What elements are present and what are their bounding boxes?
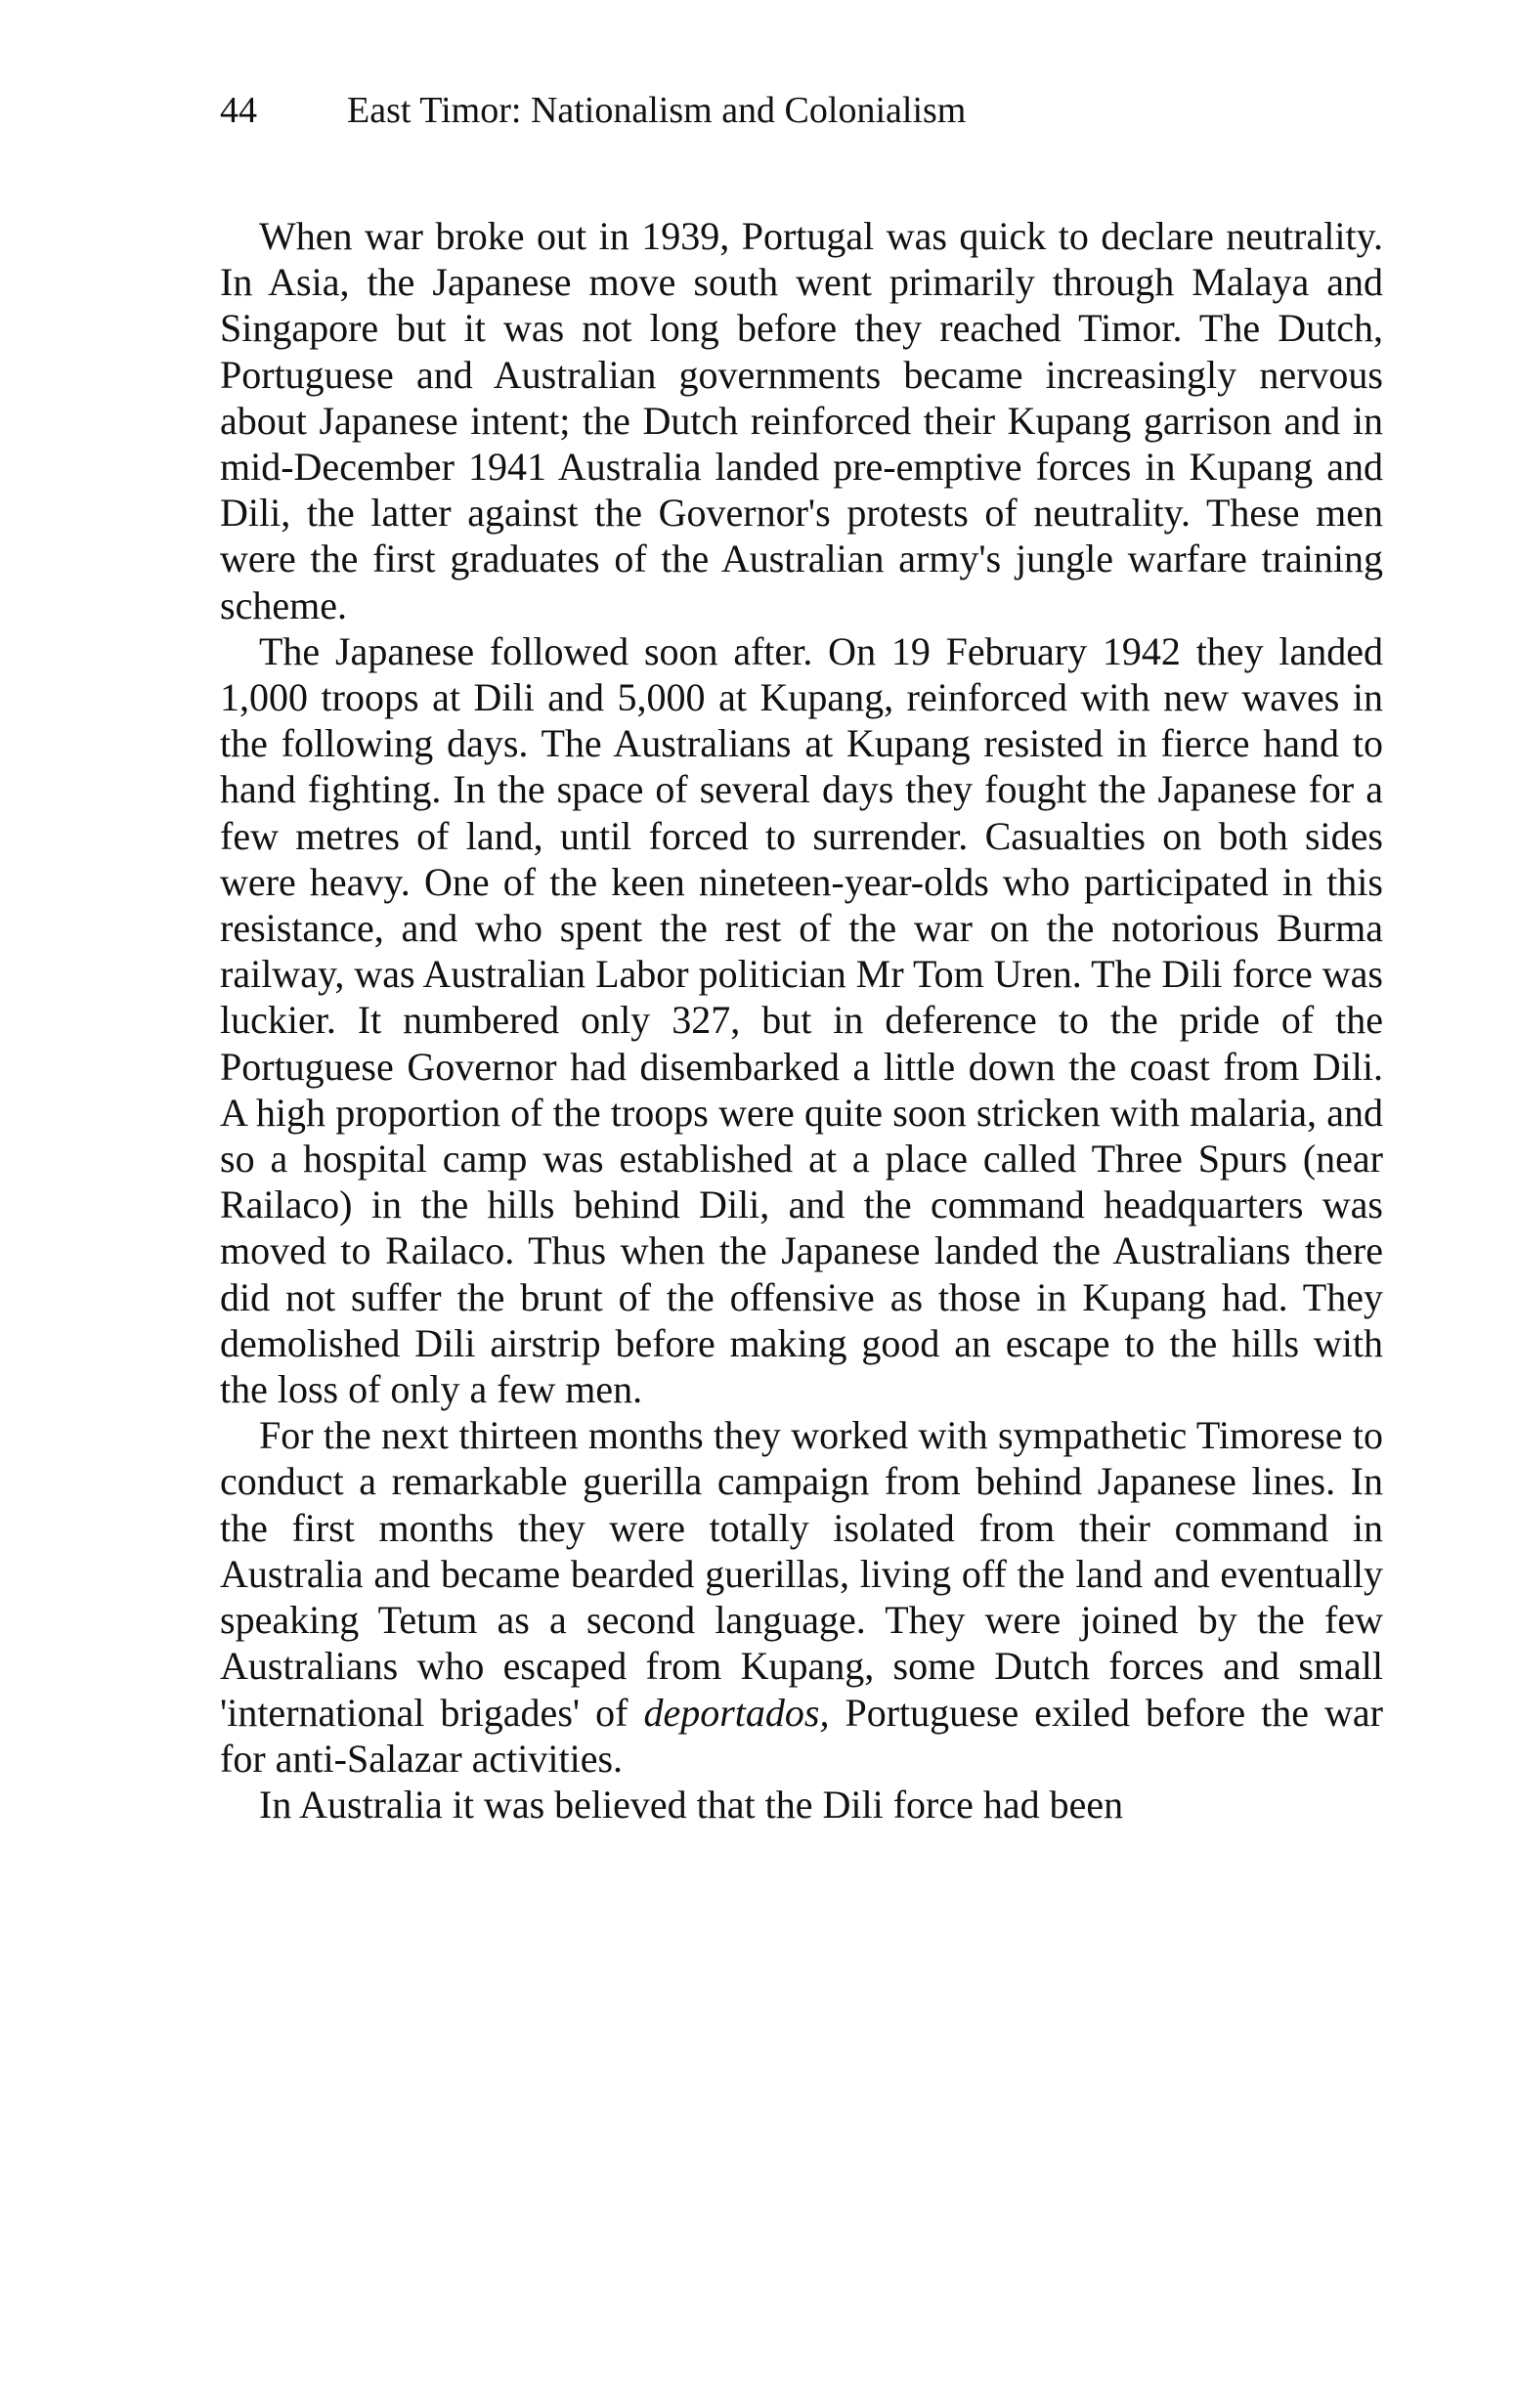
italic-term-deportados: deportados, bbox=[643, 1690, 830, 1735]
paragraph-3 bbox=[220, 1412, 1383, 1782]
running-title: East Timor: Nationalism and Colonialism bbox=[347, 90, 967, 131]
running-header bbox=[220, 86, 966, 135]
body-text bbox=[220, 213, 1383, 1828]
page-number: 44 bbox=[220, 90, 257, 131]
paragraph-4: In Australia it was believed that the Dili force had been bbox=[259, 1782, 1124, 1827]
paragraph-2: The Japanese followed soon after. On 19 February 1942 they landed 1,000 troops at Dili and 5,000 at Kupang, reinforced with new waves in the following days. The Australians at Kupang resisted in fierce hand to hand fighting. In the space of several days they fought the Japanese for a few metres of land, until forced to surrender. Casualties on both sides were heavy. One of the keen nineteen-year-olds who participated in this resistance, and who spent the rest of the war on the notorious Burma railway, was Australian Labor politician Mr Tom Uren. The Dili force was luckier. It numbered only 327, but in deference to the pride of the Portuguese Governor had disembarked a little down the coast from Dili. A high proportion of the troops were quite soon stricken with malaria, and so a hospital camp was established at a place called Three Spurs (near Railaco) in the hills behind Dili, and the command headquarters was moved to Railaco. Thus when the Japanese landed the Australians there did not suffer the brunt of the offensive as those in Kupang had. They demolished Dili airstrip before making good an escape to the hills with the loss of only a few men. bbox=[220, 628, 1383, 1412]
paragraph-1: When war broke out in 1939, Portugal was quick to declare neutrality. In Asia, the Japanese move south went primarily through Malaya and Singapore but it was not long before they reached Timor. The Dutch, Portuguese and Australian governments became increasingly nervous about Japanese intent; the Dutch reinforced their Kupang garrison and in mid-December 1941 Australia landed pre-emptive forces in Kupang and Dili, the latter against the Governor's protests of neutrality. These men were the first graduates of the Australian army's jungle warfare training scheme. bbox=[220, 214, 1383, 627]
paragraph-3-text-before: For the next thirteen months they worked with sympathetic Timorese to conduct a remarkable guerilla campaign from behind Japanese lines. In the first months they were totally isolated from their command in Australia and became bearded guerillas, living off the land and eventually speaking Tetum as a second language. They were joined by the few Australians who escaped from Kupang, some Dutch forces and small 'international brigades' of bbox=[220, 1413, 1383, 1735]
paragraph-3-text-after: Portuguese exiled before the war for anti-Salazar activities. bbox=[220, 1690, 1384, 1781]
